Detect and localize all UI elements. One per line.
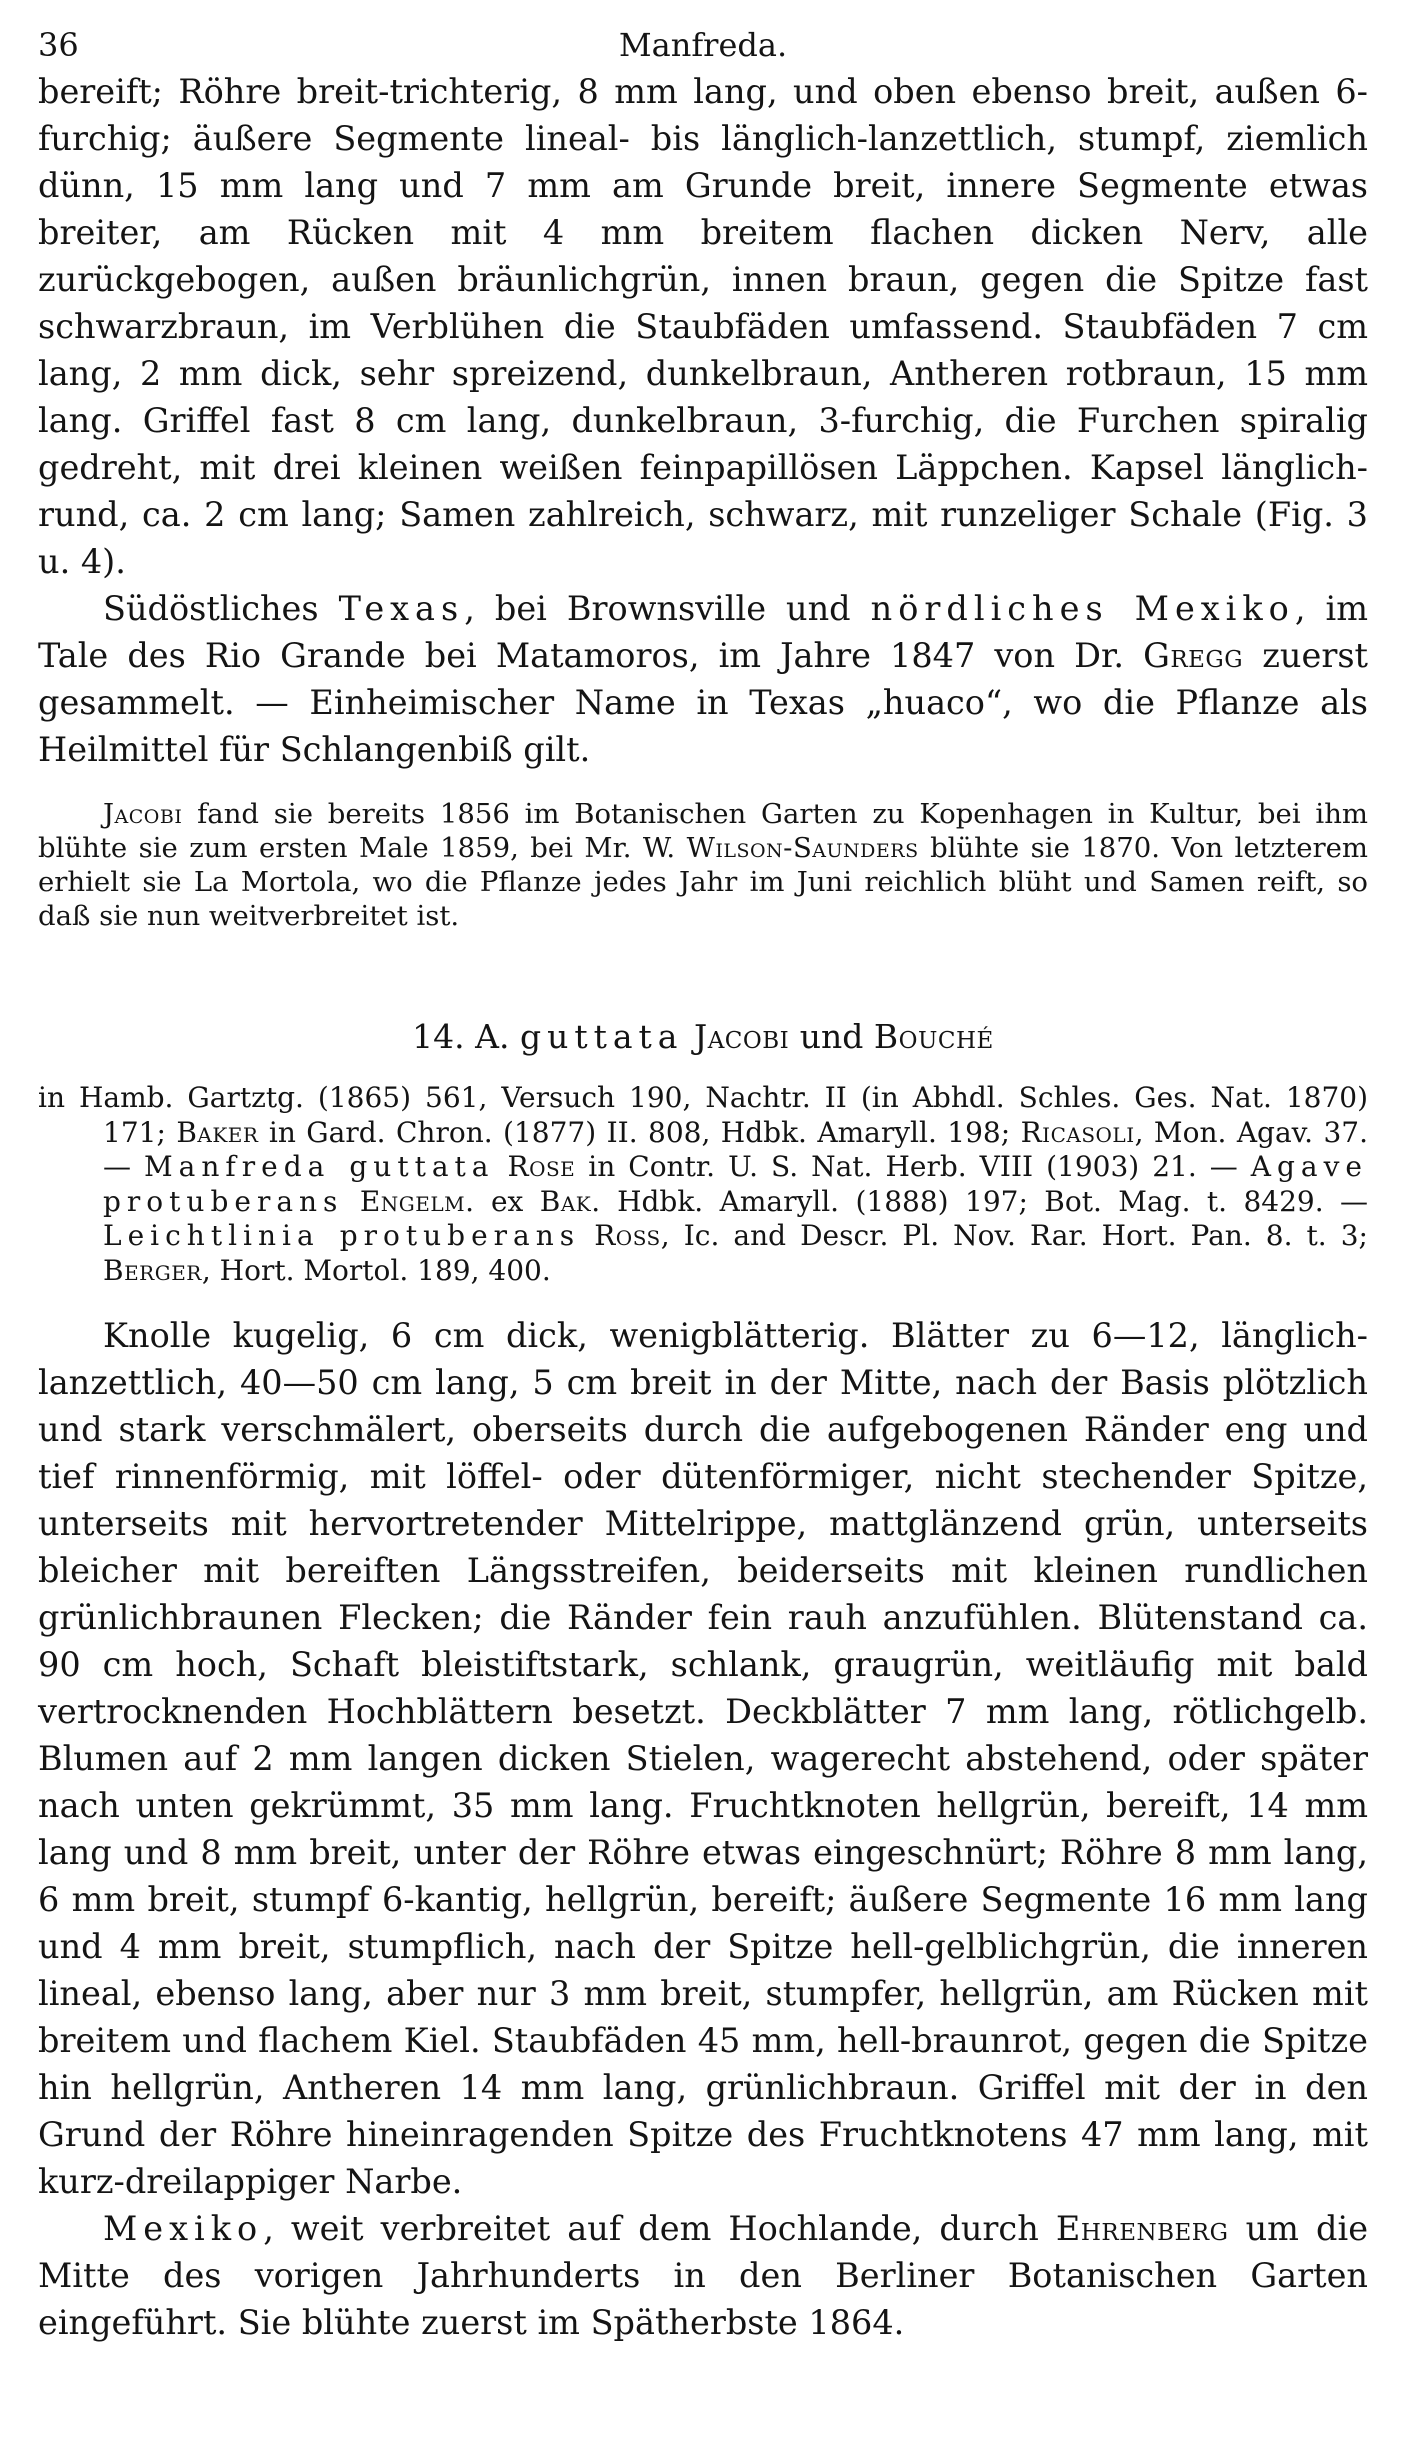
author-bouche: Bouché [873, 1017, 994, 1056]
text-run: , bei Brownsville und [464, 589, 851, 628]
synonym-agave-protuberans: Agave protuberans [103, 1150, 1368, 1218]
text-run: , Mon. Agav. 37. — [103, 1115, 1369, 1183]
text-run: fand sie bereits 1856 im Botanischen Garten zu Kopenhagen in Kultur, bei ihm blühte sie zum ersten Male 1859, bei Mr. W. [38, 798, 1368, 864]
paragraph-flower-description: bereift; Röhre breit-trichterig, 8 mm lang, und oben ebenso breit, außen 6-furchig; äußere Segmente lineal- bis länglich-lanzettlich, stumpf, ziemlich dünn, 15 mm lang und 7 mm am Grunde breit, innere Segmente etwas breiter, am Rücken mit 4 mm breitem flachen dicken Nerv, alle zurückgebogen, außen bräunlichgrün, innen braun, gegen die Spitze fast schwarzbraun, im Verblühen die Staubfäden umfassend. Staubfäden 7 cm lang, 2 mm dick, sehr spreizend, dunkelbraun, Antheren rotbraun, 15 mm lang. Griffel fast 8 cm lang, dunkelbraun, 3-furchig, die Furchen spiralig gedreht, mit drei kleinen weißen feinpapillösen Läppchen. Kapsel länglich-rund, ca. 2 cm lang; Samen zahlreich, schwarz, mit runzeliger Schale (Fig. 3 u. 4). [38, 72, 1368, 581]
person-wilson-saunders: Wilson-Saunders [686, 832, 919, 864]
place-mexiko: Mexiko [103, 2209, 264, 2248]
person-ehrenberg: Ehrenberg [1055, 2209, 1229, 2248]
text-run: in Hamb. Gartztg. (1865) 561, Versuch 190, Nachtr. II (in Abhdl. Schles. Ges. Nat. 1870) 171; [38, 1081, 1368, 1149]
author-bak: Bak. [539, 1184, 601, 1218]
section-heading [38, 1015, 1368, 1059]
connector: und [799, 1017, 864, 1056]
place-texas: Texas [338, 589, 465, 628]
text-run: zuerst gesammelt. — Einheimischer Name in Texas „huaco“, wo die Pflanze als Heilmittel für Schlangenbiß gilt. [38, 636, 1368, 769]
text-run: in Gard. Chron. (1877) II. 808, Hdbk. Amaryll. 198; [268, 1115, 1011, 1149]
text-run: , im Tale des Rio Grande bei Matamoros, im Jahre 1847 von Dr. [38, 589, 1368, 675]
author-baker: Baker [176, 1115, 259, 1149]
paragraph-distribution [38, 585, 1368, 773]
synonym-leichtlinia-protuberans: Leichtlinia protuberans [103, 1219, 581, 1252]
person-gregg: Gregg [1143, 636, 1244, 675]
text-run: um die Mitte des vorigen Jahrhunderts in den Berliner Botanischen Garten eingeführt. Sie blühte zuerst im Spätherbste 1864. [38, 2209, 1369, 2342]
paragraph-origin [38, 2205, 1368, 2346]
text-run: blühte sie 1870. Von letzterem erhielt sie La Mortola, wo die Pflanze jedes Jahr im Juni reichlich blüht und Samen reift, so daß sie nun weitverbreitet ist. [38, 832, 1368, 932]
author-ricasoli: Ricasoli [1020, 1115, 1135, 1149]
synonym-manfreda-guttata: Manfreda guttata [144, 1150, 495, 1183]
person-jacobi: Jacobi [103, 798, 183, 830]
page-number: 36 [38, 26, 79, 64]
text-run: , Hort. Mortol. 189, 400. [201, 1253, 551, 1287]
text-run: ex [490, 1184, 524, 1218]
text-run: in Contr. U. S. Nat. Herb. VIII (1903) 21. — [588, 1150, 1238, 1183]
text-run: , weit verbreitet auf dem Hochlande, durch [263, 2209, 1039, 2248]
paragraph-cultivation-note [38, 797, 1368, 933]
citation-block [38, 1081, 1368, 1288]
text-run: , Ic. and Descr. Pl. Nov. Rar. Hort. Pan. 8. t. 3; [660, 1219, 1368, 1252]
section-number: 14. A. [412, 1017, 510, 1056]
author-jacobi: Jacobi [693, 1017, 790, 1056]
species-name: guttata [519, 1017, 684, 1056]
running-title: Manfreda. [618, 26, 788, 64]
place-mexico: nördliches Mexiko [870, 589, 1295, 628]
text-run: Südöstliches [103, 589, 319, 628]
paragraph-plant-description: Knolle kugelig, 6 cm dick, wenigblätterig. Blätter zu 6—12, länglich-lanzettlich, 40—50 cm lang, 5 cm breit in der Mitte, nach der Basis plötzlich und stark verschmälert, oberseits durch die aufgebogenen Ränder eng und tief rinnenförmig, mit löffel- oder dütenförmiger, nicht stechender Spitze, unterseits mit hervortretender Mittelrippe, mattglänzend grün, unterseits bleicher mit bereiften Längsstreifen, beiderseits mit kleinen rundlichen grünlichbraunen Flecken; die Ränder fein rauh anzufühlen. Blütenstand ca. 90 cm hoch, Schaft bleistiftstark, schlank, graugrün, weitläufig mit bald vertrocknenden Hochblättern besetzt. Deckblätter 7 mm lang, rötlichgelb. Blumen auf 2 mm langen dicken Stielen, wagerecht abstehend, oder später nach unten gekrümmt, 35 mm lang. Fruchtknoten hellgrün, bereift, 14 mm lang und 8 mm breit, unter der Röhre etwas eingeschnürt; Röhre 8 mm lang, 6 mm breit, stumpf 6-kantig, hellgrün, bereift; äußere Segmente 16 mm lang und 4 mm breit, stumpflich, nach der Spitze hell-gelblichgrün, die inneren lineal, ebenso lang, aber nur 3 mm breit, stumpfer, hellgrün, am Rücken mit breitem und flachem Kiel. Staubfäden 45 mm, hell-braunrot, gegen die Spitze hin hellgrün, Antheren 14 mm lang, grünlichbraun. Griffel mit der in den Grund der Röhre hineinragenden Spitze des Fruchtknotens 47 mm lang, mit kurz-dreilappiger Narbe. [38, 1316, 1368, 2201]
author-berger: Berger [103, 1253, 202, 1287]
author-rose: Rose [507, 1150, 576, 1183]
text-run: Hdbk. Amaryll. (1888) 197; Bot. Mag. t. 8429. — [617, 1184, 1369, 1218]
author-engelm: Engelm. [359, 1184, 475, 1218]
author-ross: Ross [594, 1219, 661, 1252]
page-header [38, 22, 1368, 68]
